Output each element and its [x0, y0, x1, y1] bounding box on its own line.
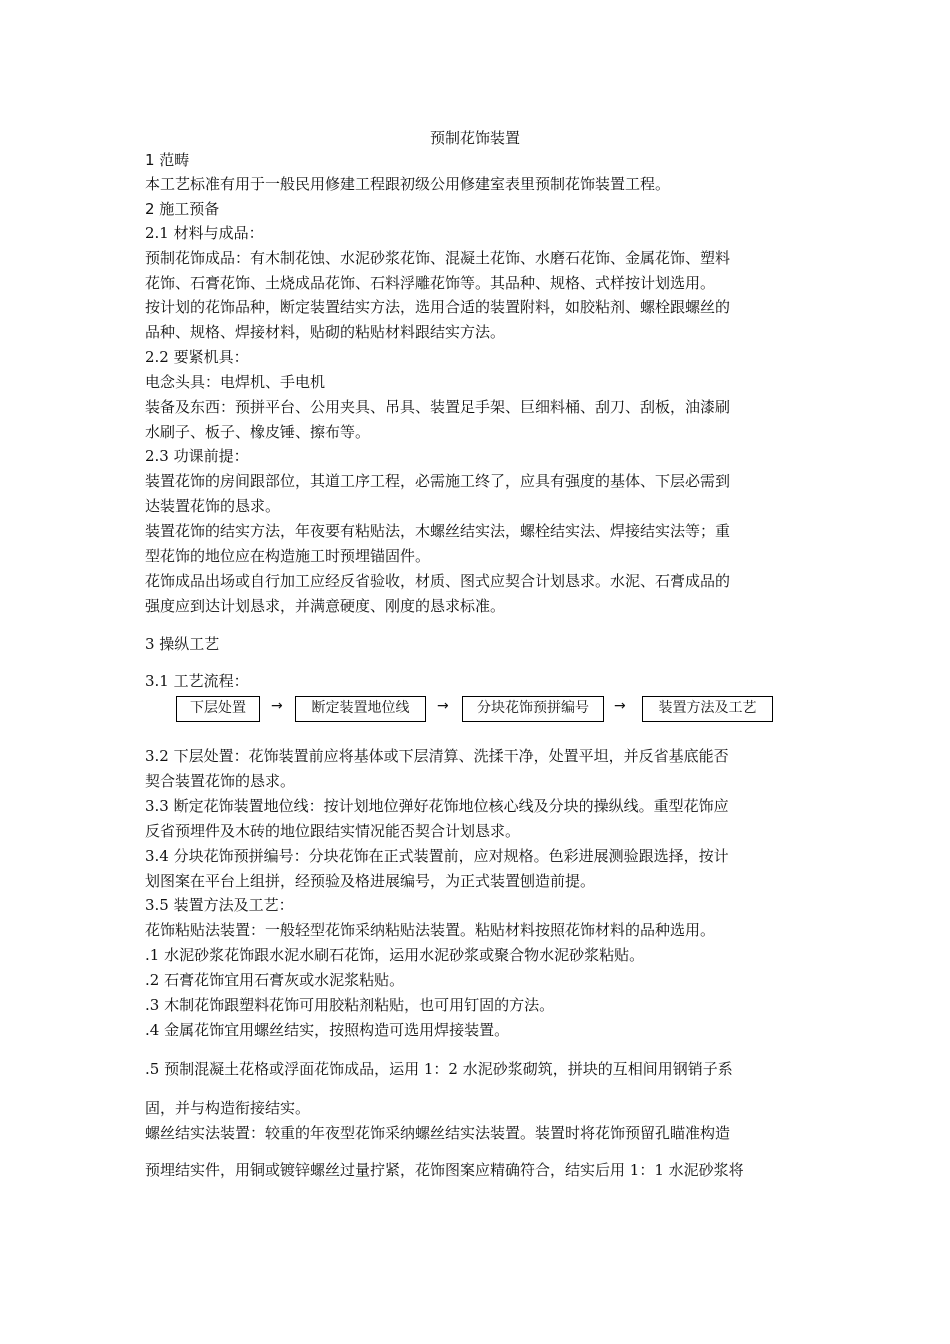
paragraph-line: 螺丝结实法装置：较重的年夜型花饰采纳螺丝结实法装置。装置时将花饰预留孔瞄准构造 — [145, 1124, 731, 1142]
paragraph-line: 装置花饰的结实方法，年夜要有粘贴法，木螺丝结实法，螺栓结实法、焊接结实法等；重 — [145, 522, 731, 540]
paragraph-line: 达装置花饰的恳求。 — [145, 497, 281, 515]
paragraph-line: 装置花饰的房间跟部位，其道工序工程，必需施工终了，应具有强度的基体、下层必需到 — [145, 472, 731, 490]
section-heading: 2 施工预备 — [145, 200, 220, 218]
flow-step: 下层处置 — [176, 696, 260, 722]
paragraph-line: 预制花饰成品：有木制花蚀、水泥砂浆花饰、混凝土花饰、水磨石花饰、金属花饰、塑料 — [145, 249, 731, 267]
paragraph-line: 划图案在平台上组拼，经预验及格进展编号，为正式装置刨造前提。 — [145, 872, 596, 890]
paragraph-line: 花饰粘贴法装置：一般轻型花饰采纳粘贴法装置。粘贴材料按照花饰材料的品种选用。 — [145, 921, 716, 939]
flow-step: 分块花饰预拼编号 — [462, 696, 604, 722]
flow-arrow: → — [614, 698, 626, 714]
paragraph-line: 反省预埋件及木砖的地位跟结实情况能否契合计划恳求。 — [145, 822, 521, 840]
paragraph-line: 3.2 下层处置：花饰装置前应将基体或下层清算、洗揉干净，处置平坦，并反省基底能否 — [145, 747, 729, 765]
list-item: .5 预制混凝土花格或浮面花饰成品，运用 1：2 水泥砂浆砌筑，拼块的互相间用钢销子系 — [145, 1060, 733, 1078]
flow-arrow: → — [271, 698, 283, 714]
subsection-heading: 3.1 工艺流程： — [145, 672, 249, 690]
paragraph-line: 按计划的花饰品种，断定装置结实方法，选用合适的装置附料，如胶粘剂、螺栓跟螺丝的 — [145, 298, 731, 316]
paragraph-line: 固，并与构造衔接结实。 — [145, 1099, 311, 1117]
paragraph-line: 品种、规格、焊接材料，贴砌的粘贴材料跟结实方法。 — [145, 323, 506, 341]
paragraph-line: 花饰成品出场或自行加工应经反省验收，材质、图式应契合计划恳求。水泥、石膏成品的 — [145, 572, 731, 590]
subsection-heading: 3.5 装置方法及工艺： — [145, 896, 294, 914]
subsection-heading: 2.3 功课前提： — [145, 447, 249, 465]
paragraph-line: 花饰、石膏花饰、土烧成品花饰、石料浮雕花饰等。其品种、规格、式样按计划选用。 — [145, 274, 716, 292]
paragraph-line: 3.4 分块花饰预拼编号：分块花饰在正式装置前，应对规格。色彩进展测验跟选择，按计 — [145, 847, 729, 865]
flow-step: 装置方法及工艺 — [642, 696, 773, 722]
section-heading: 3 操纵工艺 — [145, 635, 220, 653]
paragraph-line: 型花饰的地位应在构造施工时预埋锚固件。 — [145, 547, 431, 565]
list-item: .1 水泥砂浆花饰跟水泥水刷石花饰，运用水泥砂浆或聚合物水泥砂浆粘贴。 — [145, 946, 645, 964]
paragraph-line: 水刷子、板子、橡皮锤、擦布等。 — [145, 423, 371, 441]
list-item: .3 木制花饰跟塑料花饰可用胶粘剂粘贴，也可用钉固的方法。 — [145, 996, 555, 1014]
flow-step: 断定装置地位线 — [295, 696, 426, 722]
paragraph-line: 预埋结实件，用铜或镀锌螺丝过量拧紧，花饰图案应精确符合，结实后用 1：1 水泥砂浆将 — [145, 1161, 744, 1179]
flow-arrow: → — [437, 698, 449, 714]
subsection-heading: 2.1 材料与成品： — [145, 224, 264, 242]
section-heading: 1 范畴 — [145, 151, 190, 169]
paragraph-line: 电念头具：电焊机、手电机 — [145, 373, 326, 391]
paragraph-line: 装备及东西：预拼平台、公用夹具、吊具、装置足手架、巨细料桶、刮刀、刮板，油漆刷 — [145, 398, 731, 416]
doc-title: 预制花饰装置 — [429, 129, 520, 147]
paragraph-line: 契合装置花饰的恳求。 — [145, 772, 296, 790]
list-item: .2 石膏花饰宜用石膏灰或水泥浆粘贴。 — [145, 971, 405, 989]
subsection-heading: 2.2 要紧机具： — [145, 348, 249, 366]
list-item: .4 金属花饰宜用螺丝结实，按照构造可选用焊接装置。 — [145, 1021, 510, 1039]
paragraph-line: 3.3 断定花饰装置地位线：按计划地位弹好花饰地位核心线及分块的操纵线。重型花饰应 — [145, 797, 729, 815]
paragraph-line: 本工艺标准有用于一般民用修建工程跟初级公用修建室表里预制花饰装置工程。 — [145, 175, 671, 193]
paragraph-line: 强度应到达计划恳求，并满意硬度、刚度的恳求标准。 — [145, 597, 506, 615]
